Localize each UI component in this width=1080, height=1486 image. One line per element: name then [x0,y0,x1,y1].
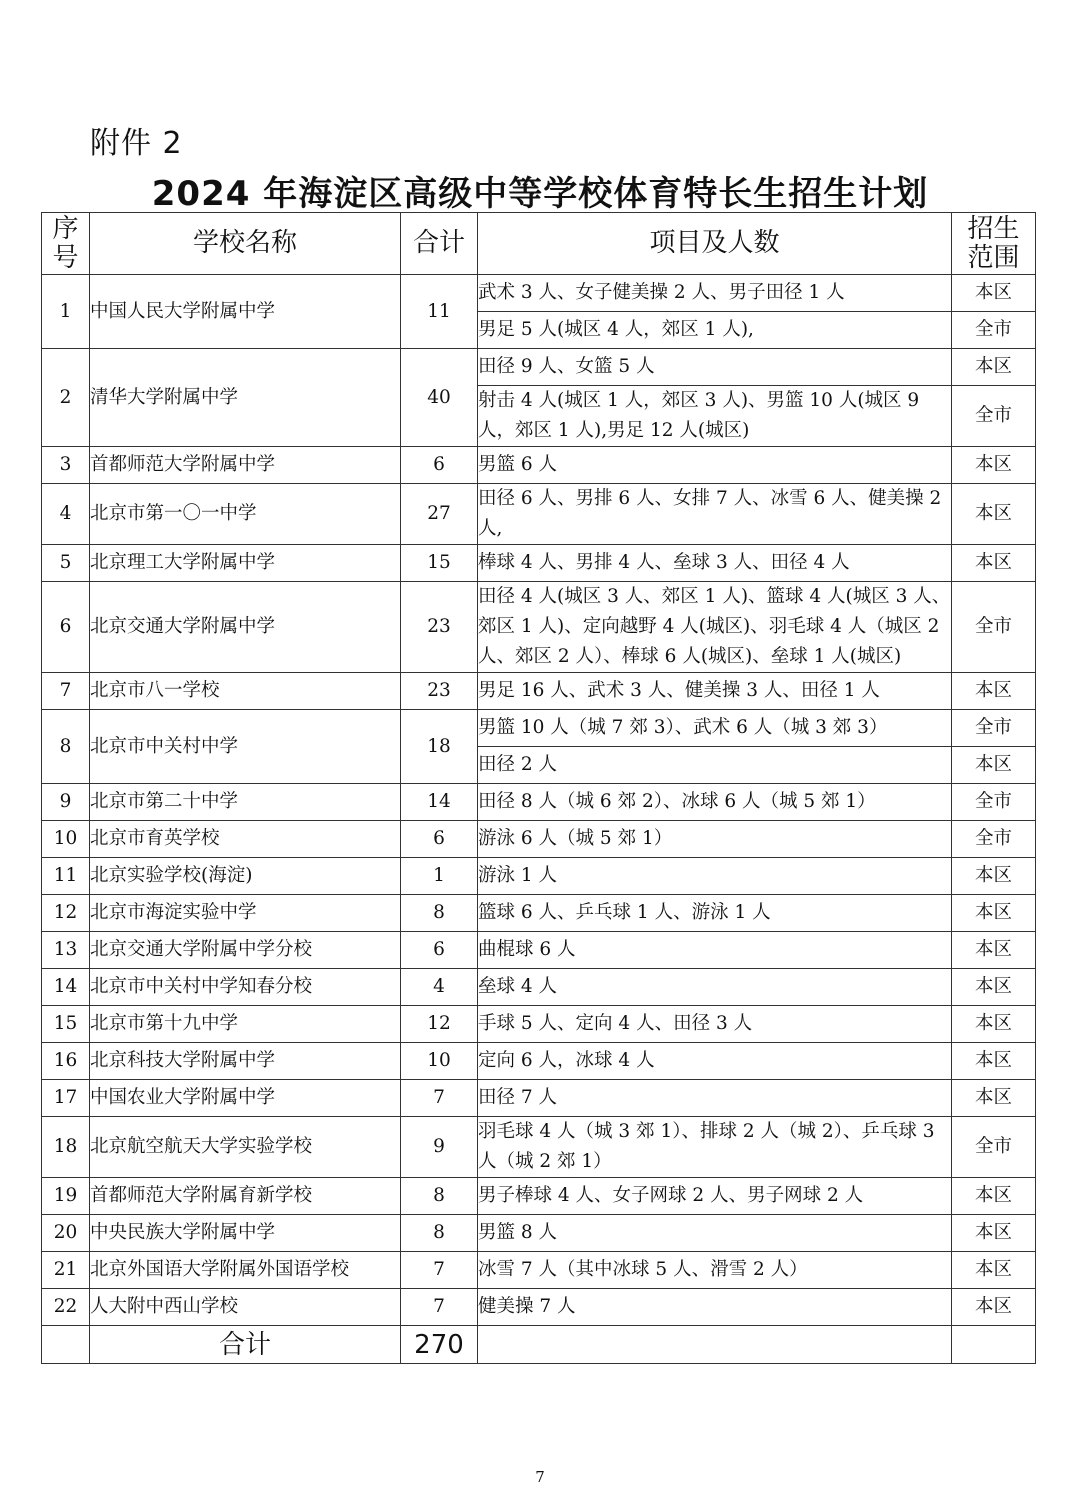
row-number: 2 [42,349,90,447]
enrollment-scope: 本区 [952,1006,1036,1043]
table-row [42,1252,1036,1289]
school-total: 11 [401,275,478,349]
row-number: 8 [42,710,90,784]
table-row [42,1117,1036,1178]
enrollment-scope: 本区 [952,349,1036,386]
school-total: 7 [401,1080,478,1117]
school-total: 14 [401,784,478,821]
school-total: 12 [401,1006,478,1043]
sport-items: 田径 9 人、女篮 5 人 [478,349,952,386]
document-title: 2024 年海淀区高级中等学校体育特长生招生计划 [151,174,929,214]
table-header-row [42,213,1036,275]
school-total: 6 [401,447,478,484]
sport-items: 田径 6 人、男排 6 人、女排 7 人、冰雪 6 人、健美操 2 人, [478,484,952,545]
enrollment-scope: 本区 [952,1080,1036,1117]
total-row-no [42,1326,90,1364]
row-number: 20 [42,1215,90,1252]
table-row [42,484,1036,545]
school-total: 10 [401,1043,478,1080]
page-number: 7 [535,1468,545,1486]
school-total: 40 [401,349,478,447]
sport-items: 健美操 7 人 [478,1289,952,1326]
table-row [42,673,1036,710]
sport-items: 棒球 4 人、男排 4 人、垒球 3 人、田径 4 人 [478,545,952,582]
row-number: 3 [42,447,90,484]
row-number: 18 [42,1117,90,1178]
enrollment-scope: 本区 [952,484,1036,545]
school-name: 清华大学附属中学 [90,349,401,447]
row-number: 4 [42,484,90,545]
table-row [42,275,1036,312]
sport-items: 手球 5 人、定向 4 人、田径 3 人 [478,1006,952,1043]
attachment-label: 附件 2 [90,126,183,161]
school-name: 首都师范大学附属中学 [90,447,401,484]
enrollment-scope: 全市 [952,312,1036,349]
table-row [42,1215,1036,1252]
row-number: 19 [42,1178,90,1215]
school-name: 北京交通大学附属中学 [90,582,401,673]
table-row [42,710,1036,747]
enrollment-scope: 本区 [952,1178,1036,1215]
row-number: 22 [42,1289,90,1326]
school-name: 北京市第一〇一中学 [90,484,401,545]
sport-items: 羽毛球 4 人（城 3 郊 1）、排球 2 人（城 2）、乒乓球 3 人（城 2 郊 1） [478,1117,952,1178]
enrollment-scope: 本区 [952,1043,1036,1080]
total-row-label: 合计 [90,1326,401,1364]
sport-items: 冰雪 7 人（其中冰球 5 人、滑雪 2 人） [478,1252,952,1289]
school-name: 北京航空航天大学实验学校 [90,1117,401,1178]
enrollment-scope: 本区 [952,969,1036,1006]
school-total: 8 [401,1215,478,1252]
row-number: 7 [42,673,90,710]
enrollment-scope: 本区 [952,895,1036,932]
table-body [42,275,1036,1326]
enrollment-scope: 本区 [952,1215,1036,1252]
enrollment-scope: 全市 [952,582,1036,673]
school-total: 23 [401,582,478,673]
enrollment-scope: 全市 [952,710,1036,747]
enrollment-scope: 本区 [952,932,1036,969]
school-name: 北京实验学校(海淀) [90,858,401,895]
enrollment-scope: 本区 [952,275,1036,312]
school-name: 北京交通大学附属中学分校 [90,932,401,969]
total-row-items [478,1326,952,1364]
school-name: 北京市海淀实验中学 [90,895,401,932]
row-number: 1 [42,275,90,349]
school-name: 人大附中西山学校 [90,1289,401,1326]
total-row [42,1326,1036,1364]
school-name: 北京市育英学校 [90,821,401,858]
sport-items: 男足 5 人(城区 4 人，郊区 1 人), [478,312,952,349]
table-row [42,447,1036,484]
sport-items: 男篮 6 人 [478,447,952,484]
row-number: 13 [42,932,90,969]
table-row [42,545,1036,582]
sport-items: 垒球 4 人 [478,969,952,1006]
row-number: 5 [42,545,90,582]
table-row [42,932,1036,969]
sport-items: 武术 3 人、女子健美操 2 人、男子田径 1 人 [478,275,952,312]
school-total: 18 [401,710,478,784]
row-number: 10 [42,821,90,858]
sport-items: 游泳 1 人 [478,858,952,895]
sport-items: 田径 7 人 [478,1080,952,1117]
school-total: 8 [401,1178,478,1215]
school-name: 中国人民大学附属中学 [90,275,401,349]
enrollment-scope: 本区 [952,747,1036,784]
school-total: 9 [401,1117,478,1178]
header-total: 合计 [401,213,478,275]
header-no [42,213,90,275]
school-name: 北京市八一学校 [90,673,401,710]
sport-items: 曲棍球 6 人 [478,932,952,969]
row-number: 21 [42,1252,90,1289]
school-total: 27 [401,484,478,545]
sport-items: 田径 4 人(城区 3 人、郊区 1 人)、篮球 4 人(城区 3 人、郊区 1 人)、定向越野 4 人(城区)、羽毛球 4 人（城区 2 人、郊区 2 人）、棒球 6 人(城区)、垒球 1 人(城区) [478,582,952,673]
table-row [42,1043,1036,1080]
table-row [42,1080,1036,1117]
school-total: 8 [401,895,478,932]
school-name: 首都师范大学附属育新学校 [90,1178,401,1215]
row-number: 6 [42,582,90,673]
school-total: 4 [401,969,478,1006]
school-total: 1 [401,858,478,895]
row-number: 16 [42,1043,90,1080]
sport-items: 男子棒球 4 人、女子网球 2 人、男子网球 2 人 [478,1178,952,1215]
header-scope [952,213,1036,275]
sport-items: 游泳 6 人（城 5 郊 1） [478,821,952,858]
sport-items: 男足 16 人、武术 3 人、健美操 3 人、田径 1 人 [478,673,952,710]
sport-items: 篮球 6 人、乒乓球 1 人、游泳 1 人 [478,895,952,932]
table-row [42,858,1036,895]
school-total: 7 [401,1289,478,1326]
grand-total: 270 [401,1326,478,1364]
enrollment-scope: 本区 [952,545,1036,582]
school-name: 北京市中关村中学知春分校 [90,969,401,1006]
header-school: 学校名称 [90,213,401,275]
enrollment-scope: 全市 [952,784,1036,821]
row-number: 12 [42,895,90,932]
table-row [42,1006,1036,1043]
table-row [42,1289,1036,1326]
enrollment-plan-table [41,212,1036,1364]
row-number: 15 [42,1006,90,1043]
sport-items: 田径 2 人 [478,747,952,784]
sport-items: 男篮 10 人（城 7 郊 3）、武术 6 人（城 3 郊 3） [478,710,952,747]
school-name: 北京外国语大学附属外国语学校 [90,1252,401,1289]
school-name: 北京理工大学附属中学 [90,545,401,582]
school-total: 15 [401,545,478,582]
table-row [42,821,1036,858]
enrollment-scope: 本区 [952,858,1036,895]
enrollment-scope: 全市 [952,821,1036,858]
school-name: 北京科技大学附属中学 [90,1043,401,1080]
enrollment-scope: 本区 [952,447,1036,484]
row-number: 9 [42,784,90,821]
school-name: 中央民族大学附属中学 [90,1215,401,1252]
sport-items: 定向 6 人，冰球 4 人 [478,1043,952,1080]
table-row [42,895,1036,932]
school-total: 7 [401,1252,478,1289]
enrollment-scope: 本区 [952,1289,1036,1326]
enrollment-scope: 全市 [952,386,1036,447]
table-row [42,784,1036,821]
school-name: 中国农业大学附属中学 [90,1080,401,1117]
total-row-scope [952,1326,1036,1364]
enrollment-scope: 全市 [952,1117,1036,1178]
header-scope-label: 招生范围 [967,213,1020,273]
enrollment-scope: 本区 [952,1252,1036,1289]
sport-items: 田径 8 人（城 6 郊 2）、冰球 6 人（城 5 郊 1） [478,784,952,821]
school-name: 北京市第二十中学 [90,784,401,821]
header-items: 项目及人数 [478,213,952,275]
row-number: 14 [42,969,90,1006]
table-row [42,1178,1036,1215]
header-no-label: 序号 [52,213,79,273]
school-name: 北京市中关村中学 [90,710,401,784]
table-row [42,969,1036,1006]
row-number: 11 [42,858,90,895]
school-total: 6 [401,932,478,969]
school-total: 23 [401,673,478,710]
table-row [42,582,1036,673]
school-name: 北京市第十九中学 [90,1006,401,1043]
table-row [42,349,1036,386]
sport-items: 射击 4 人(城区 1 人，郊区 3 人)、男篮 10 人(城区 9 人，郊区 1 人),男足 12 人(城区) [478,386,952,447]
row-number: 17 [42,1080,90,1117]
enrollment-scope: 本区 [952,673,1036,710]
school-total: 6 [401,821,478,858]
sport-items: 男篮 8 人 [478,1215,952,1252]
